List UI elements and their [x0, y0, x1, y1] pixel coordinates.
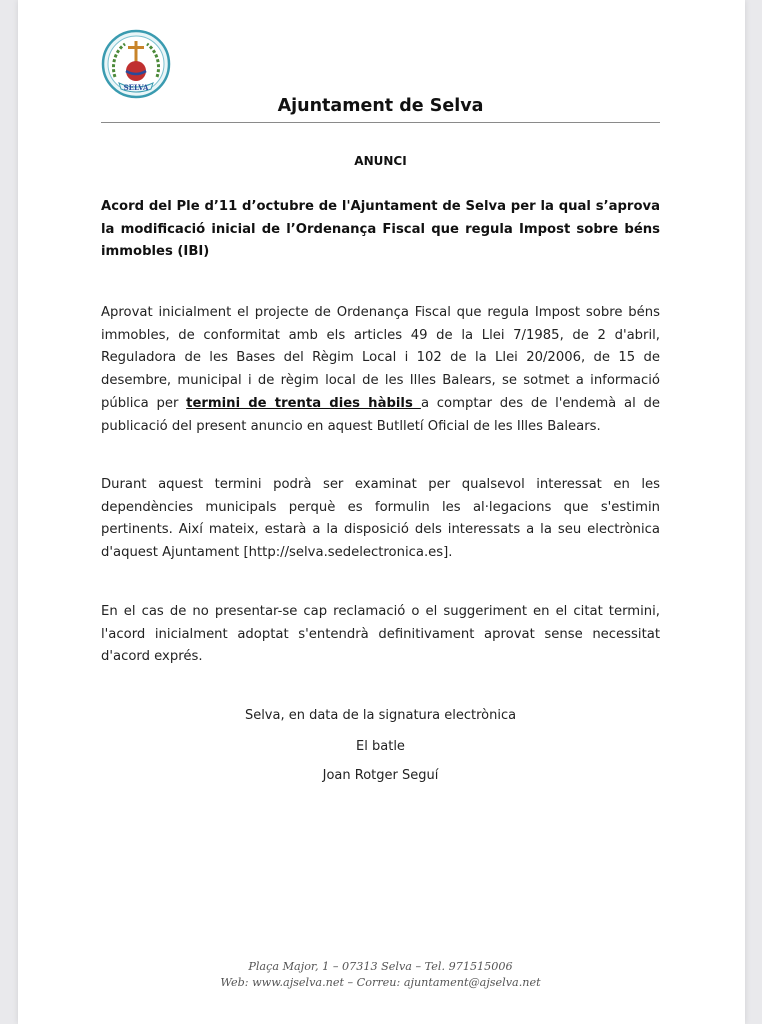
- term-emphasis: termini de trenta dies hàbils: [186, 395, 421, 411]
- footer-address: Plaça Major, 1 – 07313 Selva – Tel. 971515006: [248, 960, 513, 973]
- paragraph-approval-start: Aprovat inicialment el projecte de Ordenança Fiscal que regula Impost sobre béns immobles, de conformitat amb els articles 49 de la Llei 7/1985, de 2 d'abril, Reguladora de les Bases del Règim Local i 102 de la Llei 20/2006, de 15 de desembre, municipal i de règim local de les Illes Balears, se sotmet a informació pública per: [101, 305, 660, 411]
- document-subject: Acord del Ple d’11 d’octubre de l'Ajuntament de Selva per la qual s’aprova la modificació inicial de l’Ordenança Fiscal que regula Impost sobre béns immobles (IBI): [101, 199, 660, 260]
- footer-contact: Web: www.ajselva.net – Correu: ajuntament@ajselva.net: [220, 976, 541, 989]
- organization-title: Ajuntament de Selva: [277, 96, 484, 116]
- paragraph-examination: Durant aquest termini podrà ser examinat per qualsevol interessat en les dependències municipals perquè es formulin les al·legacions que s'estimin pertinents. Així mateix, estarà a la disposició dels interessats a la seu electrònica d'aquest Ajuntament [http://selva.sedelectronica.es].: [101, 477, 660, 561]
- paragraph-approval-end: a comptar des de l'endemà al de publicació del present anuncio en aquest Butlletí Oficial de les Illes Balears.: [101, 395, 660, 434]
- paragraph-no-claims: En el cas de no presentar-se cap reclamació o el suggeriment en el citat termini, l'acord inicialment adoptat s'entendrà definitivament aprovat sense necessitat d'acord exprés.: [101, 604, 660, 665]
- logo-text: SELVA: [123, 83, 149, 92]
- selva-crest-logo: [101, 29, 171, 99]
- signature-name: Joan Rotger Seguí: [322, 768, 439, 783]
- paragraph-approval: [101, 302, 660, 438]
- header-divider: [101, 122, 660, 123]
- signature-role: El batle: [356, 739, 405, 754]
- signature-place-date: Selva, en data de la signatura electrònica: [244, 708, 517, 723]
- document-page: [18, 0, 745, 1024]
- document-type: ANUNCI: [354, 154, 407, 168]
